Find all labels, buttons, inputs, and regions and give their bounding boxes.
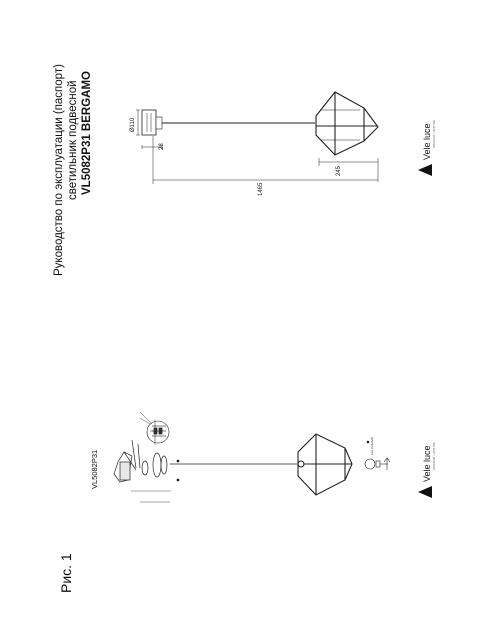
shade-width-label: 245 (336, 165, 342, 176)
canopy-shape (142, 110, 156, 135)
brand-tagline-top: INTERIOR LIGHTING (433, 120, 436, 148)
product-model: VL5082P31 BERGAMO (81, 71, 93, 195)
brand-tagline-bottom: INTERIOR LIGHTING (433, 442, 436, 470)
total-length-label: 1465 (258, 182, 264, 196)
assembly-shade (298, 434, 352, 495)
bulb-icon (365, 441, 388, 469)
bulb-note: (not included) (370, 436, 374, 455)
lantern-shade (316, 92, 378, 155)
brand-name-top: Vele luce (422, 123, 432, 160)
canopy-diameter-label: Ø110 (130, 117, 136, 132)
model-code: VL5082P31 (90, 449, 99, 489)
canopy-height-label: 28 (159, 143, 165, 150)
assembly-view (114, 412, 390, 502)
brand-name-bottom: Vele luce (422, 445, 432, 482)
figure-label: Рис. 1 (58, 553, 74, 593)
document-title: Руководство по эксплуатации (паспорт) (53, 64, 65, 276)
product-type: светильник подвесной (67, 80, 79, 200)
